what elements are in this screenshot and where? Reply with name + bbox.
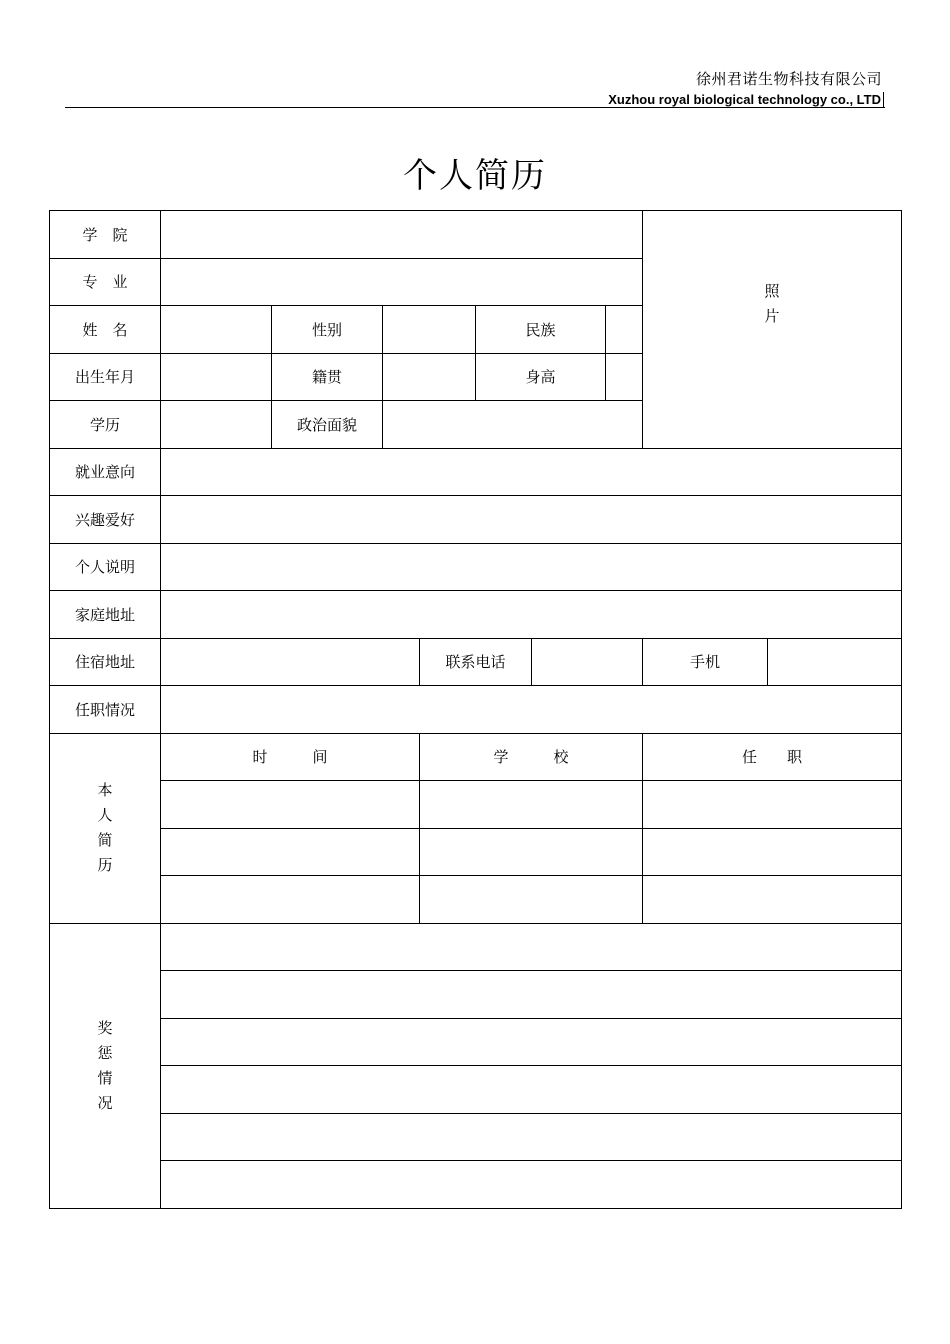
contact-phone-label: 联系电话 bbox=[420, 638, 532, 686]
history-header-position: 任 职 bbox=[643, 733, 902, 781]
awards-field[interactable] bbox=[161, 971, 902, 1019]
height-label: 身高 bbox=[476, 353, 606, 401]
native-place-field[interactable] bbox=[383, 353, 476, 401]
job-intention-label: 就业意向 bbox=[50, 448, 161, 496]
job-intention-field[interactable] bbox=[161, 448, 902, 496]
history-time-field[interactable] bbox=[161, 876, 420, 924]
mobile-field[interactable] bbox=[768, 638, 902, 686]
awards-field[interactable] bbox=[161, 1018, 902, 1066]
awards-field[interactable] bbox=[161, 923, 902, 971]
page-title: 个人简历 bbox=[403, 156, 547, 196]
positions-held-field[interactable] bbox=[161, 686, 902, 734]
residence-address-label: 住宿地址 bbox=[50, 638, 161, 686]
name-label: 姓 名 bbox=[50, 306, 161, 354]
height-field[interactable] bbox=[606, 353, 643, 401]
mobile-label: 手机 bbox=[643, 638, 768, 686]
education-label: 学历 bbox=[50, 401, 161, 449]
self-description-label: 个人说明 bbox=[50, 543, 161, 591]
history-school-field[interactable] bbox=[420, 876, 643, 924]
college-field[interactable] bbox=[161, 211, 643, 259]
history-position-field[interactable] bbox=[643, 876, 902, 924]
history-position-field[interactable] bbox=[643, 828, 902, 876]
photo-box[interactable] bbox=[643, 211, 902, 449]
gender-field[interactable] bbox=[383, 306, 476, 354]
history-school-field[interactable] bbox=[420, 828, 643, 876]
awards-label: 奖 惩 情 况 bbox=[97, 1018, 113, 1112]
hobbies-field[interactable] bbox=[161, 496, 902, 544]
positions-held-label: 任职情况 bbox=[50, 686, 161, 734]
company-name-cn: 徐州君诺生物科技有限公司 bbox=[695, 70, 882, 88]
education-field[interactable] bbox=[161, 401, 272, 449]
history-label: 本 人 简 历 bbox=[97, 781, 113, 874]
political-status-label: 政治面貌 bbox=[272, 401, 383, 449]
residence-address-field[interactable] bbox=[161, 638, 420, 686]
political-status-field[interactable] bbox=[383, 401, 643, 449]
self-description-field[interactable] bbox=[161, 543, 902, 591]
native-place-label: 籍贯 bbox=[272, 353, 383, 401]
awards-field[interactable] bbox=[161, 1113, 902, 1161]
history-time-field[interactable] bbox=[161, 828, 420, 876]
college-label: 学 院 bbox=[50, 211, 161, 259]
resume-form bbox=[49, 210, 902, 1209]
home-address-label: 家庭地址 bbox=[50, 591, 161, 639]
company-name-en: Xuzhou royal biological technology co., LTD bbox=[608, 92, 884, 107]
contact-phone-field[interactable] bbox=[532, 638, 643, 686]
ethnicity-label: 民族 bbox=[476, 306, 606, 354]
header-divider bbox=[65, 107, 885, 108]
birth-field[interactable] bbox=[161, 353, 272, 401]
history-school-field[interactable] bbox=[420, 781, 643, 829]
history-header-time: 时 间 bbox=[161, 733, 420, 781]
ethnicity-field[interactable] bbox=[606, 306, 643, 354]
birth-label: 出生年月 bbox=[50, 353, 161, 401]
major-label: 专 业 bbox=[50, 258, 161, 306]
awards-label-cell bbox=[50, 923, 161, 1208]
gender-label: 性别 bbox=[272, 306, 383, 354]
name-field[interactable] bbox=[161, 306, 272, 354]
home-address-field[interactable] bbox=[161, 591, 902, 639]
history-header-school: 学 校 bbox=[420, 733, 643, 781]
history-position-field[interactable] bbox=[643, 781, 902, 829]
history-time-field[interactable] bbox=[161, 781, 420, 829]
major-field[interactable] bbox=[161, 258, 643, 306]
photo-label: 照 片 bbox=[764, 282, 780, 326]
awards-field[interactable] bbox=[161, 1066, 902, 1114]
history-label-cell bbox=[50, 733, 161, 923]
awards-field[interactable] bbox=[161, 1161, 902, 1209]
hobbies-label: 兴趣爱好 bbox=[50, 496, 161, 544]
